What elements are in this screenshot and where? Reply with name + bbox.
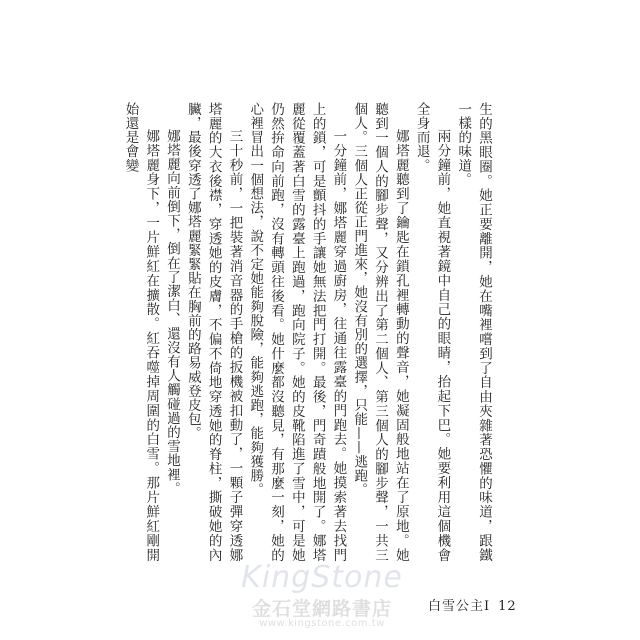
- running-title: 白雪公主Ⅰ: [428, 599, 491, 614]
- paragraph-7: 娜塔麗身下，一片鮮紅在擴散。紅吞噬掉周圍的白雪。那片鮮紅剛開始還是會變: [122, 102, 160, 562]
- paragraph-6: 娜塔麗向前倒下，倒在了潔白、還沒有人觸碰過的雪地裡。: [164, 129, 181, 496]
- paragraph-5: 三十秒前，一把裝著消音器的手槍的扳機被扣動了，一顆子彈穿透娜塔麗的大衣後襟，穿透她的皮膚，不偏不倚地穿透她的脊柱，撕破她的內臟，最後穿透了娜塔麗緊緊貼在胸前的路易威登皮包。: [184, 102, 243, 562]
- page-number: 12: [498, 599, 517, 614]
- watermark-logo: KingStone: [241, 560, 403, 595]
- paragraph-1: 生的黑眼圈。她正要離開，她在嘴裡嚐到了自由夾雜著恐懼的味道，跟鐵一樣的味道。: [455, 102, 492, 562]
- watermark-store-name: 金石堂網路書店: [251, 598, 392, 620]
- paragraph-2: 兩分鐘前，她直視著鏡中自己的眼睛，抬起下巴。她要利用這個機會全身而退。: [413, 102, 451, 562]
- store-watermark: [214, 560, 430, 632]
- paragraph-3: 娜塔麗聽到了鑰匙在鎖孔裡轉動的聲音，她凝固般地站在了原地。她聽到一個人的腳步聲，又分辨出了第二個人、第三個人的腳步聲，一共三個人。三個人正從正門進來，她沒有別的選擇，只能——逃跑。: [351, 102, 409, 562]
- watermark-url: www.kingstone.com.tw: [259, 618, 385, 629]
- paragraph-4: 一分鐘前，娜塔麗穿過廚房，往通往露臺的門跑去。她摸索著去找門上的鎖，可是顫抖的手讓她無法把門打開。最後，門奇蹟般地開了。娜塔麗從覆蓋著白雪的露臺上跑過，跑向院子。她的皮靴陷進了雪中，可是她仍然拚命向前跑，沒有轉頭往後看。她什麼都沒聽見，有那麼一刻，她的心裡冒出一個想法，說不定她能夠脫險，能夠逃跑，能夠獲勝。: [247, 102, 347, 562]
- page-footer: [428, 595, 517, 614]
- body-text: [122, 102, 494, 562]
